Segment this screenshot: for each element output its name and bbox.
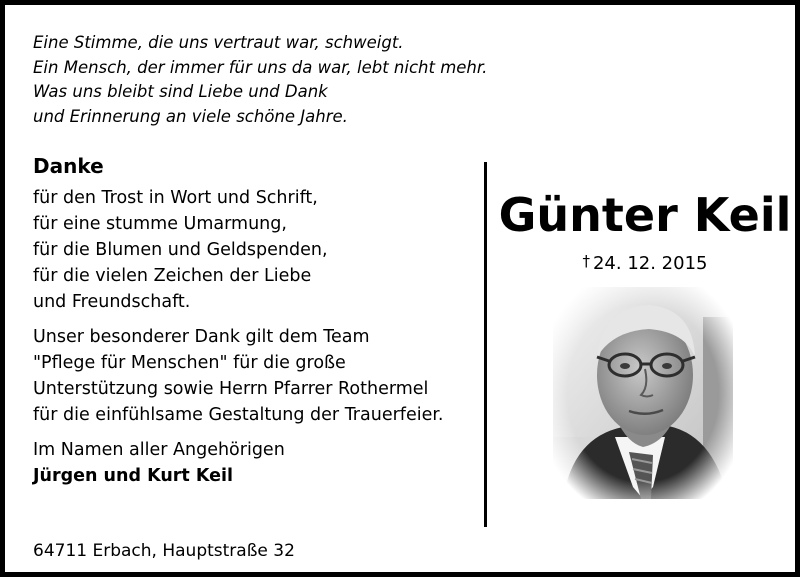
thanks-line: für den Trost in Wort und Schrift, <box>33 188 318 208</box>
thanks-title: Danke <box>33 154 104 178</box>
death-date-line <box>495 249 795 276</box>
special-thanks-line: Unterstützung sowie Herrn Pfarrer Rothermel <box>33 379 429 399</box>
dagger-icon: † <box>582 252 590 270</box>
thanks-line: für die vielen Zeichen der Liebe <box>33 266 312 286</box>
poem-line: und Erinnerung an viele schöne Jahre. <box>33 106 348 126</box>
address: 64711 Erbach, Hauptstraße 32 <box>33 541 295 561</box>
vertical-divider <box>484 162 487 527</box>
spacer <box>33 428 444 437</box>
thanks-section <box>33 153 444 489</box>
thanks-line: für die Blumen und Geldspenden, <box>33 240 328 260</box>
thanks-line: für eine stumme Umarmung, <box>33 214 287 234</box>
deceased-name: Günter Keil <box>498 188 792 242</box>
poem-line: Ein Mensch, der immer für uns da war, lebt nicht mehr. <box>33 57 488 77</box>
thanks-line: und Freundschaft. <box>33 292 191 312</box>
poem-line: Was uns bleibt sind Liebe und Dank <box>33 82 328 101</box>
special-thanks-line: Unser besonderer Dank gilt dem Team <box>33 327 370 347</box>
signatories: Jürgen und Kurt Keil <box>33 466 234 486</box>
special-thanks-line: für die einfühlsame Gestaltung der Trauerfeier. <box>33 405 444 425</box>
poem-line: Eine Stimme, die uns vertraut war, schweigt. <box>33 33 404 52</box>
memorial-poem <box>33 31 487 129</box>
on-behalf-line: Im Namen aller Angehörigen <box>33 440 285 460</box>
spacer <box>33 315 444 324</box>
portrait-photo <box>553 287 733 499</box>
death-date: 24. 12. 2015 <box>592 253 708 274</box>
special-thanks-line: "Pflege für Menschen" für die große <box>33 353 346 373</box>
